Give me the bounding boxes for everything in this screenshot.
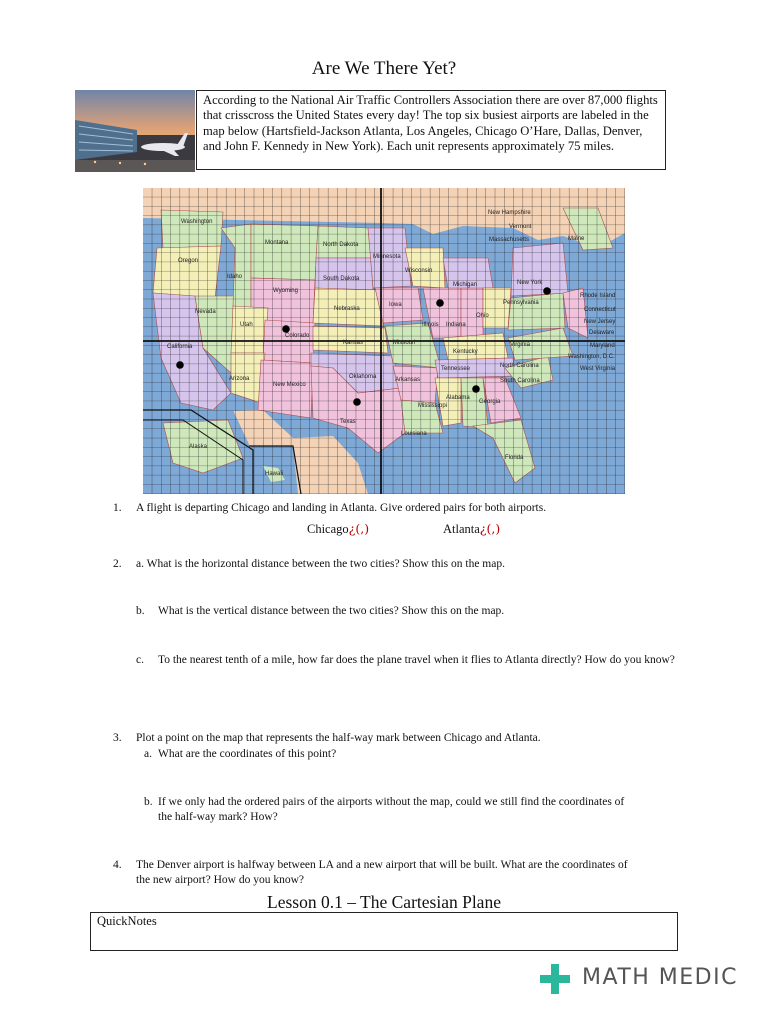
question-2-number: 2. [113, 558, 122, 570]
chicago-label: Chicago [307, 522, 349, 536]
state-label-massachusetts: Massachusetts [489, 237, 530, 243]
state-label-washington: Washington [181, 219, 213, 225]
state-label-alabama: Alabama [446, 395, 470, 401]
state-label-maryland: Maryland [590, 343, 615, 349]
state-label-california: California [167, 344, 193, 350]
state-label-tennessee: Tennessee [441, 366, 471, 372]
state-label-kansas: Kansas [343, 340, 364, 346]
state-label-mississippi: Mississippi [418, 403, 448, 409]
state-label-rhode-island: Rhode Island [580, 293, 616, 299]
atlanta-label: Atlanta [443, 522, 480, 536]
state-label-nevada: Nevada [195, 309, 216, 315]
state-label-arkansas: Arkansas [395, 377, 421, 383]
state-label-maine: Maine [568, 236, 585, 242]
question-3a-letter: a. [144, 748, 152, 760]
state-label-minnesota: Minnesota [373, 254, 401, 260]
airport-photo [75, 90, 195, 172]
question-2b-text: What is the vertical distance between the two cities? Show this on the map. [158, 605, 505, 617]
question-3b-letter: b. [144, 796, 153, 808]
math-medic-logo [540, 962, 740, 998]
state-label-new-hampshire: New Hampshire [488, 210, 531, 216]
lesson-title: Lesson 0.1 – The Cartesian Plane [267, 892, 501, 912]
state-label-vermont: Vermont [509, 224, 532, 230]
question-4-text: The Denver airport is halfway between LA and a new airport that will be built. What are the coordinates of the new airport? How do you know? [136, 859, 628, 886]
state-label-wyoming: Wyoming [273, 288, 298, 294]
state-label-north-dakota: North Dakota [323, 242, 359, 248]
quicknotes-box[interactable] [90, 912, 678, 951]
question-3a-text: What are the coordinates of this point? [158, 748, 337, 760]
state-label-delaware: Delaware [589, 330, 615, 336]
state-label-washington-d-c-: Washington, D.C. [568, 354, 615, 360]
us-grid-map[interactable] [143, 188, 625, 494]
state-label-south-carolina: South Carolina [500, 378, 540, 384]
state-label-new-jersey: New Jersey [584, 319, 616, 325]
state-label-new-york: New York [517, 280, 543, 286]
state-label-ohio: Ohio [476, 313, 489, 319]
question-3-text: Plot a point on the map that represents the half-way mark between Chicago and Atlanta. [136, 732, 541, 744]
logo-text: MATH MEDIC [582, 965, 738, 990]
state-label-virginia: Virginia [510, 342, 530, 348]
state-label-hawaii: Hawaii [265, 471, 284, 477]
state-label-wisconsin: Wisconsin [405, 268, 433, 274]
state-label-michigan: Michigan [453, 282, 478, 288]
state-label-idaho: Idaho [227, 274, 243, 280]
state-label-alaska: Alaska [189, 444, 208, 450]
state-label-illinois: Illinois [422, 322, 439, 328]
quicknotes-label: QuickNotes [97, 914, 157, 928]
chicago-pair-blank[interactable]: ¿(,) [348, 521, 370, 536]
state-label-kentucky: Kentucky [453, 349, 478, 355]
state-label-florida: Florida [505, 455, 524, 461]
question-3-number: 3. [113, 732, 122, 744]
question-4-number: 4. [113, 859, 122, 871]
state-label-oklahoma: Oklahoma [349, 374, 377, 380]
atlanta-pair-blank[interactable]: ¿(,) [479, 521, 501, 536]
state-label-south-dakota: South Dakota [323, 276, 360, 282]
state-label-new-mexico: New Mexico [273, 382, 306, 388]
medical-cross-icon [540, 964, 570, 994]
state-label-connecticut: Connecticut [584, 307, 616, 313]
intro-paragraph: According to the National Air Traffic Controllers Association there are over 87,000 flights that crisscross the United States every day! The top six busiest airports are labeled in the map below (Hartsfield-Jackson Atlanta, Los Angeles, Chicago O’Hare, Dallas, Denver, and John F. Kennedy in New York). Each unit represents approximately 75 miles. [196, 90, 666, 170]
question-1-number: 1. [113, 502, 122, 514]
question-1-text: A flight is departing Chicago and landing in Atlanta. Give ordered pairs for both airports. [136, 502, 547, 514]
state-label-nebraska: Nebraska [334, 306, 360, 312]
state-label-texas: Texas [340, 419, 356, 425]
state-label-west-virginia: West Virginia [580, 366, 616, 372]
state-label-missouri: Missouri [393, 340, 416, 346]
state-label-indiana: Indiana [446, 322, 466, 328]
question-2c-letter: c. [136, 654, 144, 666]
state-label-pennsylvania: Pennsylvania [503, 300, 539, 306]
state-label-iowa: Iowa [389, 302, 402, 308]
question-2b-letter: b. [136, 605, 145, 617]
state-label-north-carolina: North Carolina [500, 363, 539, 369]
state-label-arizona: Arizona [229, 376, 250, 382]
state-label-colorado: Colorado [285, 333, 310, 339]
state-label-montana: Montana [265, 240, 289, 246]
state-label-louisiana: Louisiana [401, 431, 427, 437]
question-2a-text: a. What is the horizontal distance between the two cities? Show this on the map. [136, 558, 505, 570]
state-label-oregon: Oregon [178, 258, 199, 264]
worksheet-title: Are We There Yet? [311, 58, 457, 79]
state-label-utah: Utah [240, 322, 253, 328]
state-label-georgia: Georgia [479, 399, 501, 405]
question-3b-text: If we only had the ordered pairs of the airports without the map, could we still find the coordinates of the half-way mark? How? [158, 796, 625, 823]
question-2c-text: To the nearest tenth of a mile, how far does the plane travel when it flies to Atlanta directly? How do you know? [158, 654, 675, 666]
